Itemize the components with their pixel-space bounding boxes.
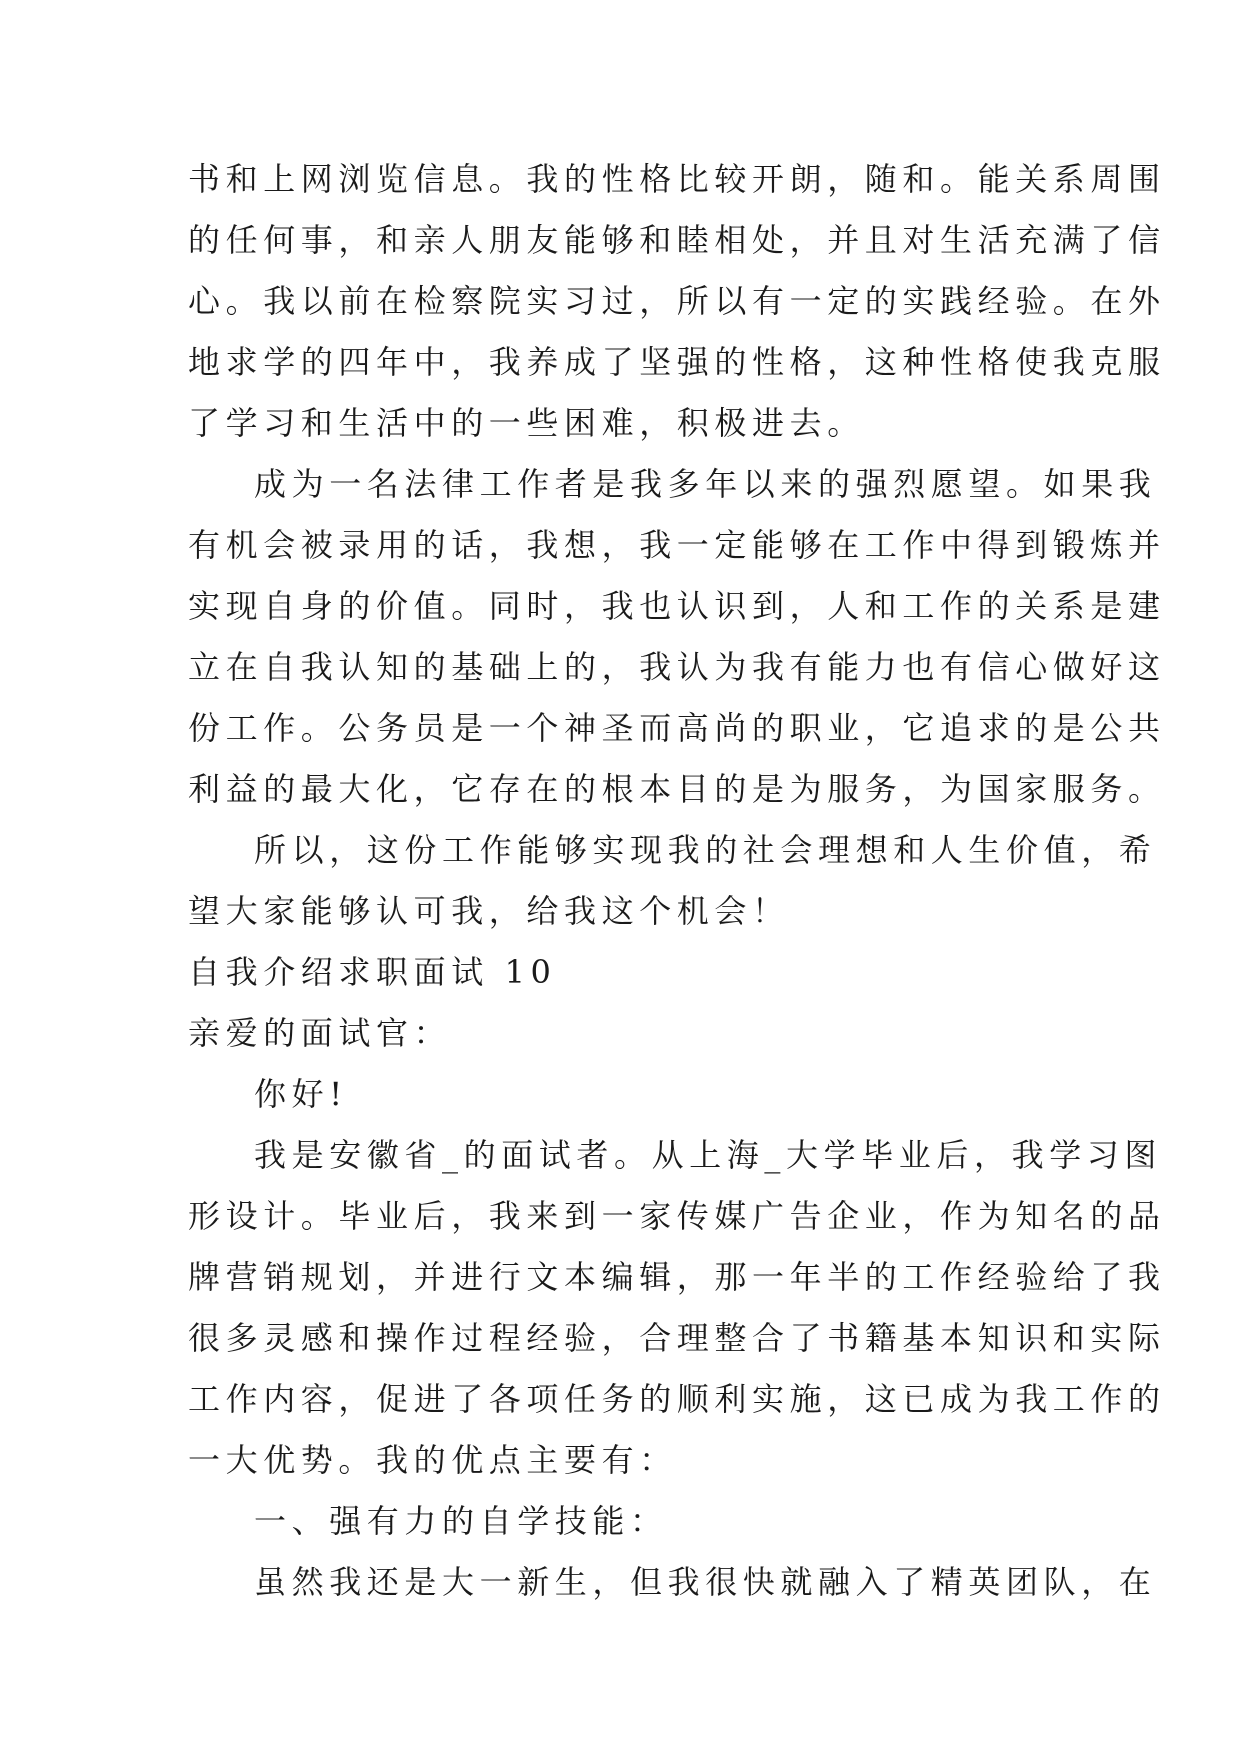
text-line: 立在自我认知的基础上的，我认为我有能力也有信心做好这 [188, 648, 1166, 686]
text-line: 心。我以前在检察院实习过，所以有一定的实践经验。在外 [188, 282, 1166, 320]
text-line: 的任何事，和亲人朋友能够和睦相处，并且对生活充满了信 [188, 221, 1166, 259]
text-line: 实现自身的价值。同时，我也认识到，人和工作的关系是建 [188, 587, 1166, 625]
text-line: 工作内容，促进了各项任务的顺利实施，这已成为我工作的 [188, 1380, 1166, 1418]
paragraph-start: 成为一名法律工作者是我多年以来的强烈愿望。如果我 [254, 465, 1157, 503]
text-line: 望大家能够认可我，给我这个机会！ [188, 892, 790, 930]
text-line: 书和上网浏览信息。我的性格比较开朗，随和。能关系周围 [188, 160, 1166, 198]
text-line: 形设计。毕业后，我来到一家传媒广告企业，作为知名的品 [188, 1197, 1166, 1235]
salutation: 亲爱的面试官： [188, 1014, 452, 1052]
list-heading: 一、强有力的自学技能： [254, 1502, 668, 1540]
paragraph-start: 所以，这份工作能够实现我的社会理想和人生价值，希 [254, 831, 1157, 869]
text-line: 份工作。公务员是一个神圣而高尚的职业，它追求的是公共 [188, 709, 1166, 747]
greeting: 你好! [254, 1075, 348, 1113]
text-line: 很多灵感和操作过程经验，合理整合了书籍基本知识和实际 [188, 1319, 1166, 1357]
text-line: 有机会被录用的话，我想，我一定能够在工作中得到锻炼并 [188, 526, 1166, 564]
text-line: 地求学的四年中，我养成了坚强的性格，这种性格使我克服 [188, 343, 1166, 381]
text-line: 牌营销规划，并进行文本编辑，那一年半的工作经验给了我 [188, 1258, 1166, 1296]
paragraph-start: 虽然我还是大一新生，但我很快就融入了精英团队，在 [254, 1563, 1157, 1601]
text-line: 了学习和生活中的一些困难，积极进去。 [188, 404, 865, 442]
text-line: 一大优势。我的优点主要有： [188, 1441, 677, 1479]
text-line: 利益的最大化，它存在的根本目的是为服务，为国家服务。 [188, 770, 1166, 808]
section-heading: 自我介绍求职面试 10 [188, 953, 557, 991]
paragraph-start: 我是安徽省_的面试者。从上海_大学毕业后，我学习图 [254, 1136, 1163, 1174]
